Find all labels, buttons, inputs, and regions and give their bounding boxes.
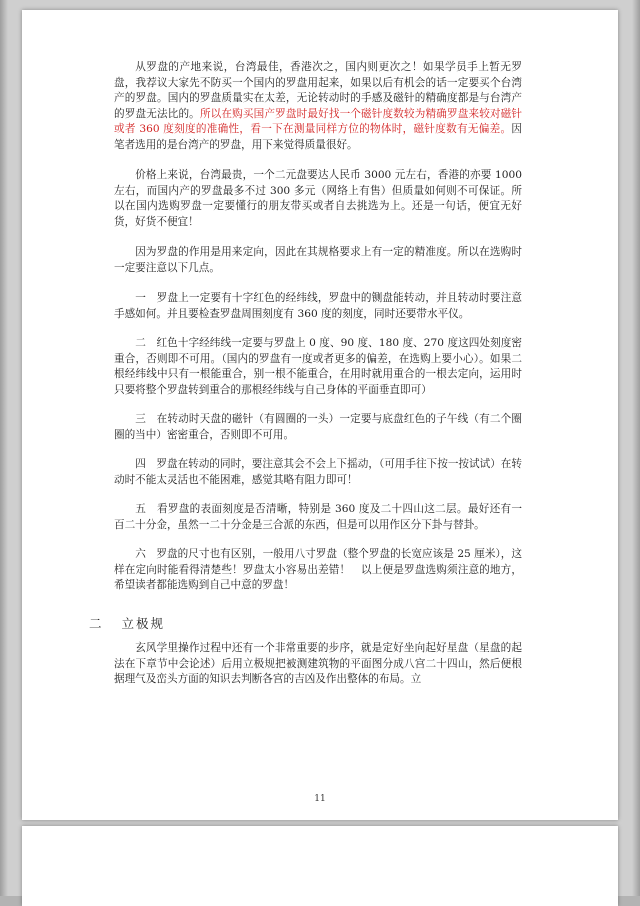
- paragraph-point-4: [114, 457, 522, 488]
- section-number: 二: [89, 615, 104, 631]
- paragraph-point-1: [114, 291, 522, 322]
- text-run: 六 罗盘的尺寸也有区别，一般用八寸罗盘（整个罗盘的长宽应该是 25 厘米），这样在定向时能看得清楚些！罗盘太小容易出差错！ 以上便是罗盘选购须注意的地方，希望读者都能选购到自己中意的罗盘！: [114, 548, 522, 591]
- paragraph-point-6: [114, 547, 522, 594]
- highlighted-text: 所以在购买国产罗盘时最好找一个磁针度数较为精确罗盘来较对磁针或者 360 度刻度的准确性，看一下在测量同样方位的物体时，磁针度数有无偏差。: [114, 107, 523, 135]
- text-run: 一 罗盘上一定要有十字红色的经纬线，罗盘中的铡盘能转动，并且转动时要注意手感如何。并且要检查罗盘周围刻度有 360 度的刻度，同时还要带水平仪。: [114, 292, 522, 320]
- text-run: 因为罗盘的作用是用来定向，因此在其规格要求上有一定的精准度。所以在选购时一定要注意以下几点。: [114, 246, 522, 274]
- text-run: 玄风学里操作过程中还有一个非常重要的步序，就是定好坐向起好星盘（星盘的起法在下章节中会论述）后用立极规把被测建筑物的平面图分成八宫二十四山，然后便根据理气及峦头方面的知识去判断各宫的吉凶及作出整体的布局。立: [114, 642, 522, 685]
- next-page: [22, 826, 618, 906]
- text-run: 四 罗盘在转动的同时，要注意其会不会上下摇动，（可用手往下按一按试试）在转动时不能太灵活也不能困难，感觉其略有阻力即可！: [114, 458, 522, 486]
- page-content: [89, 60, 523, 703]
- section-heading: [89, 616, 522, 632]
- text-run: 二 红色十字经纬线一定要与罗盘上 0 度、90 度、180 度、270 度这四处刻度密重合，否则即不可用。（国内的罗盘有一度或者更多的偏差，在选购上要小心）。如果二根经纬线中只有一根能重合，别一根不能重合，在用时就用重合的一根去定向，运用时只要将整个罗盘转到重合的那根经纬线与自己身体的平面垂直即可）: [114, 337, 522, 396]
- page-number: 11: [314, 794, 326, 804]
- text-run: 五 看罗盘的表面刻度是否清晰，特别是 360 度及二十四山这二层。最好还有一百二十分金，虽然一二十分金是三合派的东西，但是可以用作区分下卦与替卦。: [114, 503, 522, 531]
- paragraph-origin: [114, 60, 522, 153]
- document-page: [22, 10, 618, 820]
- paragraph-price: [114, 168, 522, 230]
- paragraph-point-2: [114, 336, 522, 398]
- paragraph-liji: [114, 641, 522, 688]
- text-run: 从罗盘的产地来说，台湾最佳，香港次之，国内则更次之！如果学员手上暂无罗盘，我荐议大家先不防买一个国内的罗盘用起来，如果以后有机会的话一定要买个台湾产的罗盘。国内的罗盘质量实在太差，无论转动时的手感及磁针的精确度都是与台湾产的罗盘无法比的。: [114, 61, 522, 120]
- paragraph-intro-points: [114, 245, 522, 276]
- text-run: 价格上来说，台湾最贵，一个二元盘要达人民币 3000 元左右，香港的亦要 1000 左右，而国内产的罗盘最多不过 300 多元（网络上有售）但质量如何则不可保证。所以在国内选购罗盘一定要懂行的朋友带买或者自去挑选为上。还是一句话，便宜无好货，好货不便宜！: [114, 169, 522, 228]
- paragraph-point-5: [114, 502, 522, 533]
- text-run: 因笔者选用的是台湾产的罗盘，用下来觉得质量很好。: [114, 123, 522, 151]
- paragraph-point-3: [114, 412, 522, 443]
- text-run: 三 在转动时天盘的磁针（有圆圈的一头）一定要与底盘红色的子午线（有二个圈圈的当中）密密重合，否则即不可用。: [114, 413, 522, 441]
- section-title: 立极规: [121, 615, 166, 631]
